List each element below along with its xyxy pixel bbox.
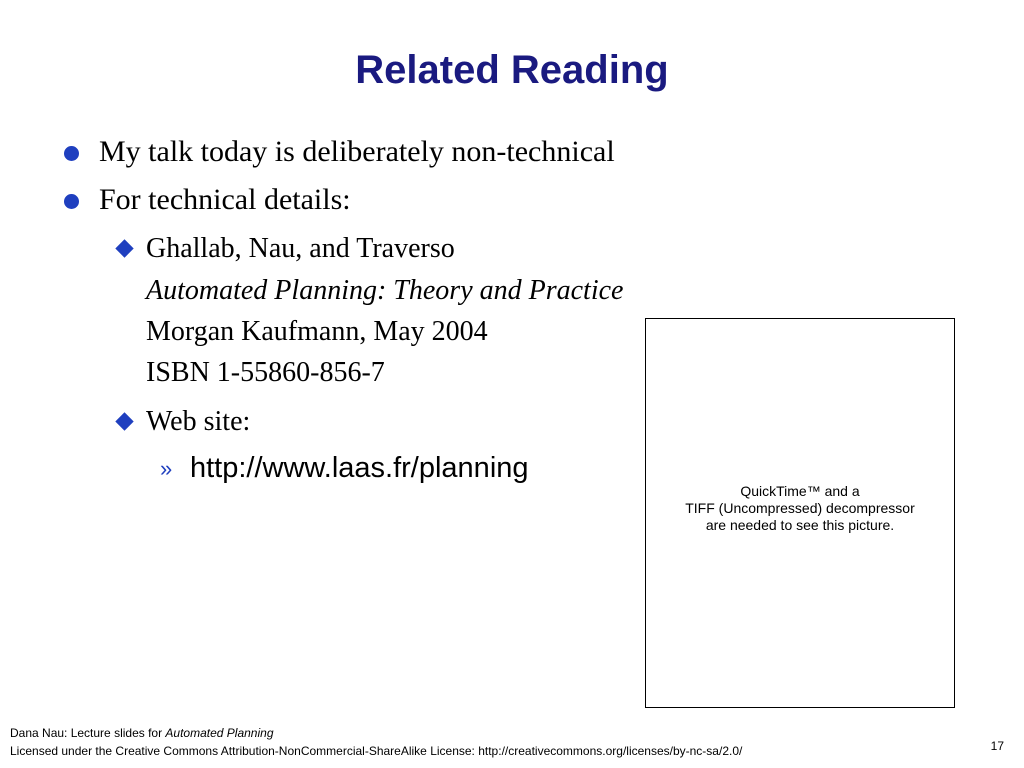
image-placeholder bbox=[645, 318, 955, 708]
double-chevron-icon: » bbox=[160, 456, 173, 481]
footer-credit bbox=[10, 724, 742, 742]
website-url-link[interactable]: http://www.laas.fr/planning bbox=[190, 452, 529, 484]
footer-license: Licensed under the Creative Commons Attribution-NonCommercial-ShareAlike License: http://creativecommons.org/licenses/by-nc-sa/2.0/ bbox=[10, 744, 743, 758]
website-label: Web site: bbox=[146, 406, 251, 437]
bullet-text: For technical details: bbox=[99, 183, 351, 216]
image-placeholder-text bbox=[646, 483, 954, 534]
diamond-bullet-icon bbox=[115, 239, 133, 257]
slide-title: Related Reading bbox=[355, 48, 669, 92]
placeholder-line: TIFF (Uncompressed) decompressor bbox=[685, 500, 915, 516]
diamond-bullet-icon bbox=[115, 412, 133, 430]
bullet-text: My talk today is deliberately non-technical bbox=[99, 135, 615, 168]
placeholder-line: QuickTime™ and a bbox=[740, 483, 860, 499]
book-title: Automated Planning: Theory and Practice bbox=[146, 275, 624, 306]
slide-footer bbox=[10, 724, 742, 760]
page-number: 17 bbox=[990, 739, 1004, 753]
book-authors: Ghallab, Nau, and Traverso bbox=[146, 233, 455, 264]
footer-credit-prefix: Dana Nau: Lecture slides for bbox=[10, 726, 166, 740]
footer-credit-title: Automated Planning bbox=[165, 726, 274, 740]
placeholder-line: are needed to see this picture. bbox=[705, 517, 895, 533]
bullet-dot-icon bbox=[64, 194, 79, 209]
book-publisher: Morgan Kaufmann, May 2004 bbox=[146, 316, 488, 347]
book-isbn: ISBN 1-55860-856-7 bbox=[146, 357, 385, 388]
bullet-dot-icon bbox=[64, 146, 79, 161]
